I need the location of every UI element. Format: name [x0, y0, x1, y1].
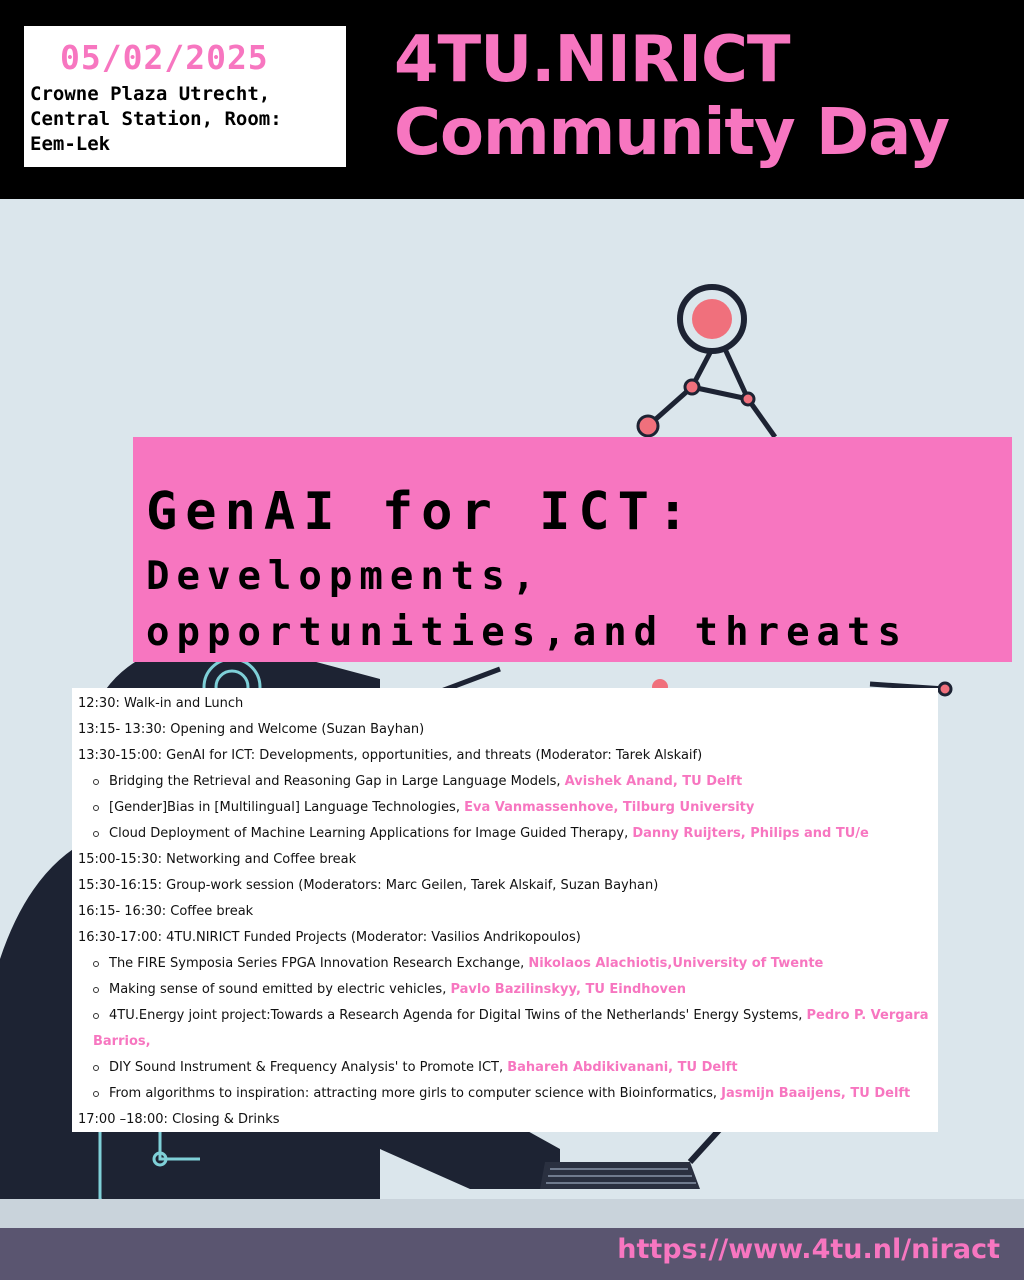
speaker-name: Jasmijn Baaijens, TU Delft [721, 1086, 911, 1101]
bullet-icon [93, 1091, 99, 1097]
agenda-text: 16:15- 16:30: Coffee break [78, 904, 254, 919]
title-line-1: 4TU.NIRICT [394, 23, 790, 97]
speaker-name: Bahareh Abdikivanani, TU Delft [507, 1060, 738, 1075]
event-info-box [24, 26, 346, 167]
agenda-text: The FIRE Symposia Series FPGA Innovation Research Exchange, [109, 956, 529, 971]
speaker-name: Pavlo Bazilinskyy, TU Eindhoven [450, 982, 687, 997]
agenda-text: Bridging the Retrieval and Reasoning Gap in Large Language Models, [109, 774, 565, 789]
event-date: 05/02/2025 [60, 38, 269, 77]
agenda-talk [78, 1055, 932, 1081]
bullet-icon [93, 987, 99, 993]
agenda-item [78, 873, 932, 899]
agenda-item [78, 691, 932, 717]
agenda-text: 13:15- 13:30: Opening and Welcome (Suzan Bayhan) [78, 722, 425, 737]
agenda-text: 12:30: Walk-in and Lunch [78, 696, 244, 711]
agenda-text: 15:30-16:15: Group-work session (Moderators: Marc Geilen, Tarek Alskaif, Suzan Bayhan) [78, 878, 659, 893]
venue-line: Crowne Plaza Utrecht, [30, 83, 271, 105]
bullet-icon [93, 1065, 99, 1071]
agenda-item [78, 717, 932, 743]
agenda-text: Cloud Deployment of Machine Learning Applications for Image Guided Therapy, [109, 826, 633, 841]
agenda-item [78, 847, 932, 873]
speaker-name: Nikolaos Alachiotis,University of Twente [528, 956, 824, 971]
agenda-text: 17:00 –18:00: Closing & Drinks [78, 1112, 280, 1127]
bullet-icon [93, 779, 99, 785]
agenda-talk [78, 1003, 932, 1055]
bullet-icon [93, 805, 99, 811]
agenda-item [78, 743, 932, 769]
agenda-item [78, 1107, 932, 1133]
bullet-icon [93, 831, 99, 837]
agenda-item [78, 925, 932, 951]
agenda-text: From algorithms to inspiration: attracting more girls to computer science with Bioinformatics, [109, 1086, 722, 1101]
event-venue [30, 82, 340, 157]
speaker-name: Danny Ruijters, Philips and TU/e [632, 826, 869, 841]
banner-title: GenAI for ICT: [146, 482, 697, 542]
speaker-name: Eva Vanmassenhove, Tilburg University [464, 800, 755, 815]
banner-subtitle-1: Developments, [146, 554, 543, 599]
agenda-talk [78, 821, 932, 847]
title-line-2: Community Day [394, 96, 950, 170]
agenda-text: 13:30-15:00: GenAI for ICT: Developments, opportunities, and threats (Moderator: Tarek Alskaif) [78, 748, 703, 763]
agenda-talk [78, 977, 932, 1003]
agenda-text: 4TU.Energy joint project:Towards a Research Agenda for Digital Twins of the Netherlands' Energy Systems, [109, 1008, 807, 1023]
session-banner [133, 437, 1012, 662]
venue-line: Eem-Lek [30, 133, 111, 155]
bullet-icon [93, 961, 99, 967]
agenda-text: [Gender]Bias in [Multilingual] Language Technologies, [109, 800, 465, 815]
agenda-list [72, 688, 938, 1132]
speaker-name: Pedro P. Vergara Barrios, [93, 1008, 929, 1049]
website-link[interactable]: https://www.4tu.nl/niract [617, 1234, 1000, 1265]
banner-subtitle-2: opportunities,and threats [146, 610, 908, 655]
header-bar [0, 0, 1024, 199]
venue-line: Central Station, Room: [30, 108, 282, 130]
agenda-text: 16:30-17:00: 4TU.NIRICT Funded Projects (Moderator: Vasilios Andrikopoulos) [78, 930, 581, 945]
speaker-name: Avishek Anand, TU Delft [564, 774, 743, 789]
agenda-item [78, 899, 932, 925]
bullet-icon [93, 1013, 99, 1019]
agenda-text: 15:00-15:30: Networking and Coffee break [78, 852, 357, 867]
agenda-talk [78, 795, 932, 821]
agenda-text: Making sense of sound emitted by electric vehicles, [109, 982, 451, 997]
agenda-talk [78, 1081, 932, 1107]
page-title [394, 24, 949, 170]
agenda-text: DIY Sound Instrument & Frequency Analysis' to Promote ICT, [109, 1060, 508, 1075]
agenda-talk [78, 951, 932, 977]
agenda-talk [78, 769, 932, 795]
